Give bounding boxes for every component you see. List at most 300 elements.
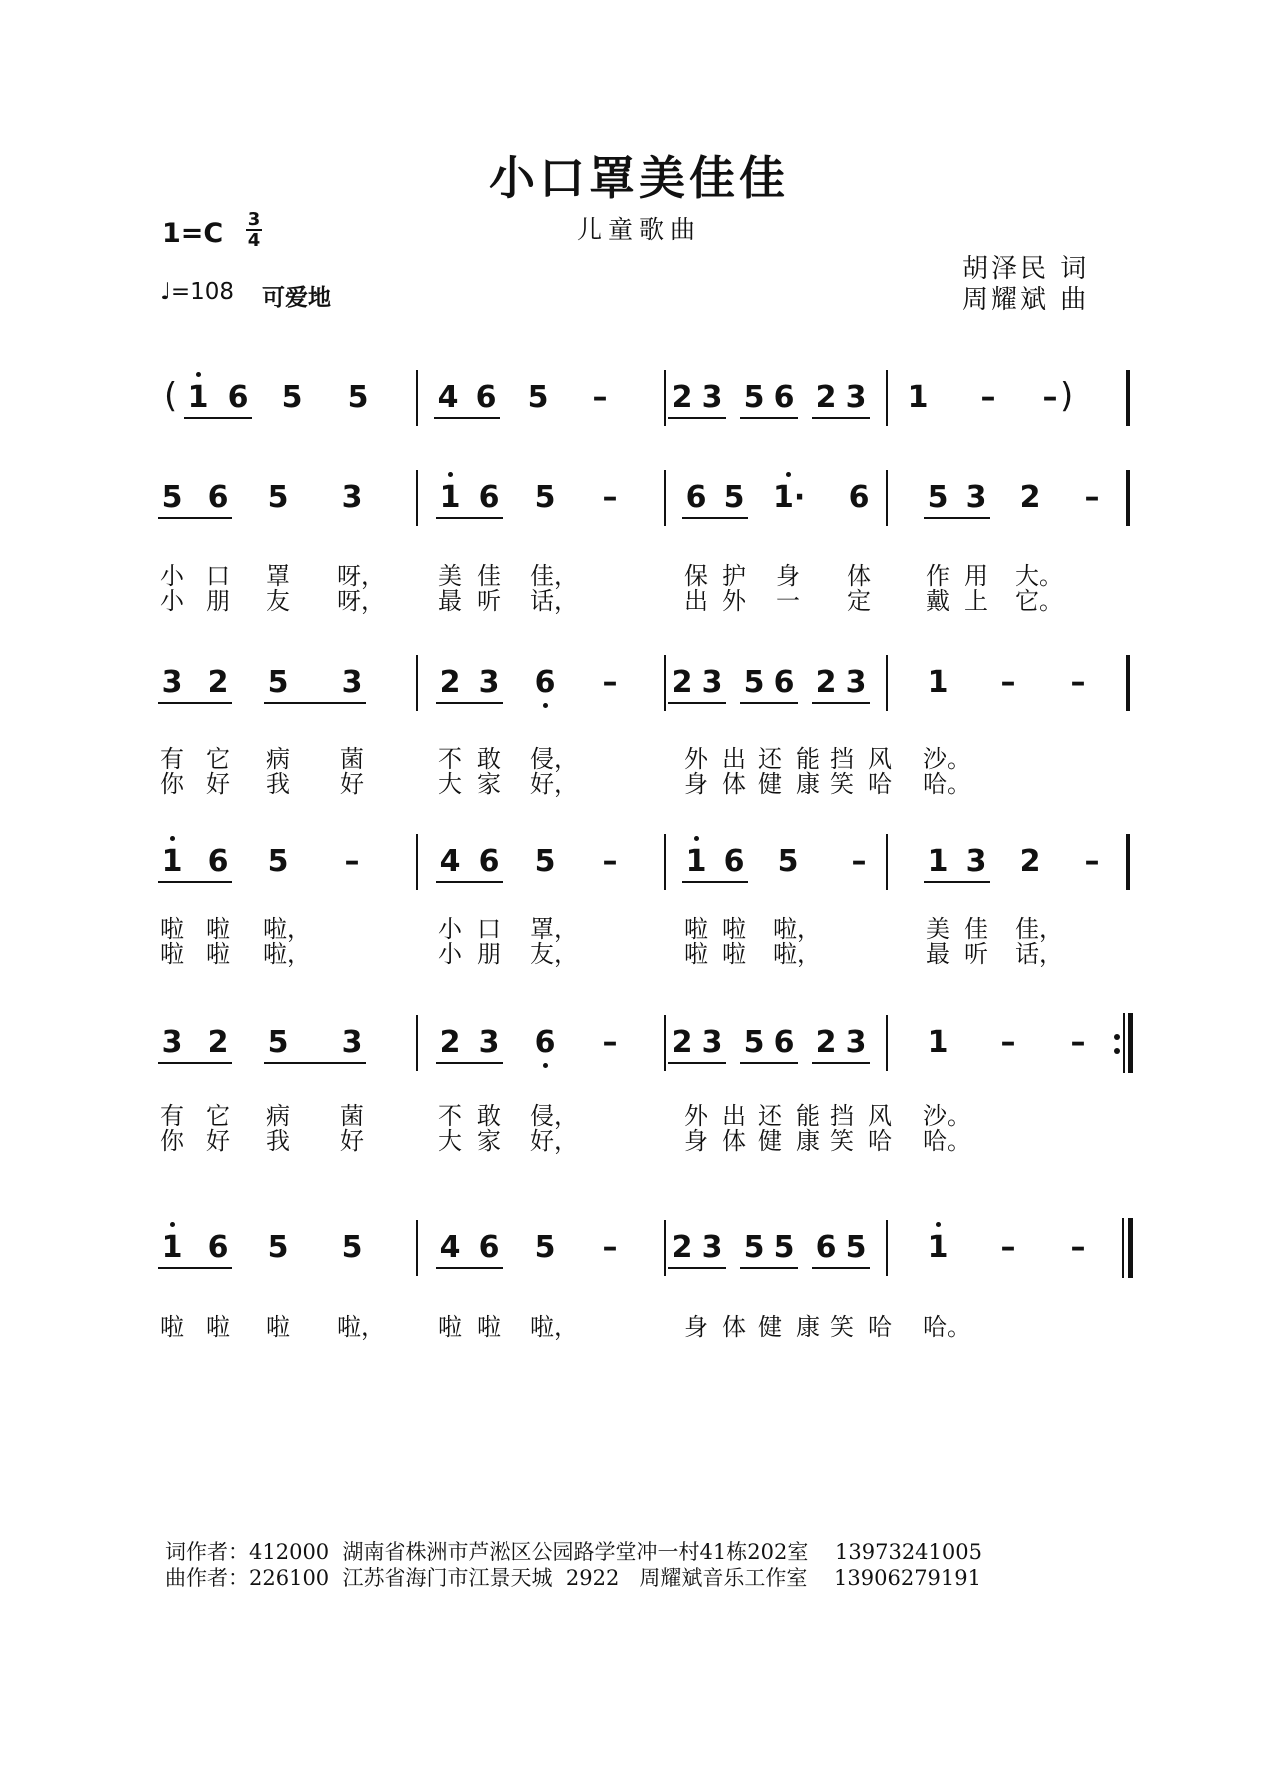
lyric-char: 健 <box>758 1127 782 1155</box>
barline <box>664 834 666 890</box>
barline <box>416 1220 418 1276</box>
dash-rest: – <box>602 480 618 515</box>
lyric-char: 哈。 <box>923 1313 971 1341</box>
lyric-char: 体 <box>722 1313 746 1341</box>
dash-rest: – <box>592 380 608 415</box>
lyric-char: 最 <box>438 587 462 615</box>
barline <box>886 470 888 526</box>
barline <box>1122 1218 1124 1278</box>
jianpu-note: 6 <box>478 844 500 879</box>
lyric-char: 啦， <box>773 915 821 943</box>
lyric-char: 好 <box>340 770 364 798</box>
barline <box>1128 470 1130 526</box>
lyric-char: 佳， <box>530 562 578 590</box>
beam-underline <box>740 417 798 419</box>
lyric-char: 大。 <box>1015 562 1063 590</box>
barline <box>1126 834 1128 890</box>
jianpu-note: 6 <box>207 1230 229 1265</box>
lyric-char: 病 <box>266 1102 290 1130</box>
lyric-char: 小 <box>438 915 462 943</box>
jianpu-note: 6 <box>848 480 870 515</box>
lyric-char: 啦 <box>684 940 708 968</box>
key-signature: 1=C <box>162 218 224 249</box>
lyric-char: 佳 <box>477 562 501 590</box>
beam-underline <box>812 417 870 419</box>
lyric-char: 话， <box>530 587 578 615</box>
dash-rest: – <box>851 844 867 879</box>
jianpu-note: 3 <box>965 844 987 879</box>
jianpu-note: 2 <box>671 1230 693 1265</box>
lyric-char: 作 <box>926 562 950 590</box>
jianpu-note: 1 <box>187 380 209 415</box>
repeat-dot <box>1114 1048 1120 1054</box>
open-paren: ( <box>164 376 178 416</box>
barline <box>1128 655 1130 711</box>
lyric-char: 哈。 <box>923 770 971 798</box>
lyric-char: 口 <box>206 562 230 590</box>
lyric-char: 呀， <box>337 562 385 590</box>
barline <box>1126 655 1128 711</box>
lyric-char: 哈 <box>868 1313 892 1341</box>
beam-underline <box>158 517 232 519</box>
lyric-char: 用 <box>964 562 988 590</box>
jianpu-note: 3 <box>701 380 723 415</box>
close-paren: ) <box>1060 376 1074 416</box>
footer-lyricist-address: 词作者：412000 湖南省株洲市芦淞区公园路学堂冲一村41栋202室 13973241005 <box>165 1540 982 1564</box>
lyric-char: 大 <box>438 770 462 798</box>
page-title: 小口罩美佳佳 <box>489 151 789 205</box>
barline <box>416 655 418 711</box>
jianpu-note: 1 <box>161 844 183 879</box>
jianpu-note: 3 <box>341 665 363 700</box>
beam-underline <box>158 1267 232 1269</box>
lyric-char: 上 <box>964 587 988 615</box>
jianpu-note: 5 <box>743 1025 765 1060</box>
footer-composer-address: 曲作者：226100 江苏省海门市江景天城 2922 周耀斌音乐工作室 13906279191 <box>165 1566 982 1590</box>
lyric-char: 最 <box>926 940 950 968</box>
lyric-char: 话， <box>1015 940 1063 968</box>
lyric-char: 护 <box>722 562 746 590</box>
dash-rest: – <box>1000 1025 1016 1060</box>
lyric-char: 罩 <box>266 562 290 590</box>
jianpu-note: 2 <box>815 1025 837 1060</box>
lyric-char: 病 <box>266 745 290 773</box>
meter-top: 3 <box>247 209 261 230</box>
jianpu-note: 5 <box>743 1230 765 1265</box>
composer-credit: 周耀斌 曲 <box>962 285 1090 315</box>
jianpu-note: 2 <box>1019 480 1041 515</box>
beam-underline <box>740 1267 798 1269</box>
lyric-char: 好 <box>340 1127 364 1155</box>
lyric-char: 啦 <box>722 940 746 968</box>
lyric-char: 好， <box>530 770 578 798</box>
barline <box>416 370 418 426</box>
beam-underline <box>924 881 990 883</box>
beam-underline <box>740 1062 798 1064</box>
lyric-char: 啦 <box>160 915 184 943</box>
lyric-char: 它 <box>206 1102 230 1130</box>
beam-underline <box>436 1062 503 1064</box>
barline <box>1126 470 1128 526</box>
lyric-char: 笑 <box>830 1127 854 1155</box>
jianpu-note: 5 <box>267 1025 289 1060</box>
beam-underline <box>436 517 503 519</box>
lyric-char: 出 <box>722 745 746 773</box>
jianpu-note: 5 <box>723 480 745 515</box>
jianpu-note: 3 <box>965 480 987 515</box>
song-subtitle: 儿童歌曲 <box>577 215 702 244</box>
jianpu-note: 5 <box>161 480 183 515</box>
lyric-char: 体 <box>847 562 871 590</box>
beam-underline <box>682 517 748 519</box>
lyric-char: 你 <box>160 1127 184 1155</box>
lyric-char: 侵， <box>530 745 578 773</box>
jianpu-note: 6 <box>478 480 500 515</box>
jianpu-note: 6 <box>207 480 229 515</box>
lyric-char: 啦 <box>160 1313 184 1341</box>
barline <box>886 1220 888 1276</box>
lyric-char: 菌 <box>340 745 364 773</box>
lyric-char: 出 <box>722 1102 746 1130</box>
jianpu-note: 2 <box>207 665 229 700</box>
jianpu-note: 5 <box>267 665 289 700</box>
octave-high-dot <box>936 1222 941 1227</box>
barline <box>1128 834 1130 890</box>
lyric-char: 不 <box>438 1102 462 1130</box>
jianpu-note: 3 <box>478 1025 500 1060</box>
jianpu-note: 6 <box>207 844 229 879</box>
lyric-char: 美 <box>438 562 462 590</box>
jianpu-note: 5 <box>743 380 765 415</box>
lyric-char: 朋 <box>477 940 501 968</box>
lyric-char: 啦， <box>263 940 311 968</box>
lyric-char: 啦 <box>266 1313 290 1341</box>
barline <box>416 470 418 526</box>
barline <box>664 655 666 711</box>
dash-rest: – <box>1084 480 1100 515</box>
dash-rest: – <box>1070 1025 1086 1060</box>
lyric-char: 出 <box>684 587 708 615</box>
jianpu-note: 6 <box>227 380 249 415</box>
jianpu-note: 3 <box>161 1025 183 1060</box>
jianpu-note: 2 <box>671 380 693 415</box>
beam-underline <box>924 517 990 519</box>
lyric-char: 啦， <box>530 1313 578 1341</box>
lyric-char: 体 <box>722 1127 746 1155</box>
jianpu-note: 5 <box>534 1230 556 1265</box>
beam-underline <box>740 702 798 704</box>
beam-underline <box>668 417 726 419</box>
lyric-char: 友 <box>266 587 290 615</box>
jianpu-note: 1 <box>439 480 461 515</box>
lyric-char: 沙。 <box>923 745 971 773</box>
lyric-char: 不 <box>438 745 462 773</box>
lyric-char: 康 <box>796 1127 820 1155</box>
jianpu-note: 6 <box>773 380 795 415</box>
jianpu-note: 3 <box>845 665 867 700</box>
barline <box>1126 370 1128 426</box>
lyric-char: 听 <box>964 940 988 968</box>
lyric-char: 身 <box>684 1313 708 1341</box>
lyric-char: 友， <box>530 940 578 968</box>
lyric-char: 小 <box>160 587 184 615</box>
lyric-char: 身 <box>684 1127 708 1155</box>
jianpu-note: 5 <box>845 1230 867 1265</box>
lyric-char: 笑 <box>830 770 854 798</box>
lyric-char: 你 <box>160 770 184 798</box>
beam-underline <box>668 702 726 704</box>
lyric-char: 佳， <box>1015 915 1063 943</box>
repeat-dot <box>1114 1034 1120 1040</box>
lyric-char: 康 <box>796 770 820 798</box>
jianpu-note: 3 <box>341 480 363 515</box>
jianpu-note: 5 <box>267 1230 289 1265</box>
jianpu-note: 5 <box>534 844 556 879</box>
final-barline <box>1128 1013 1133 1073</box>
lyricist-credit: 胡泽民 词 <box>962 254 1090 284</box>
lyric-char: 身 <box>776 562 800 590</box>
jianpu-note: 1 <box>161 1230 183 1265</box>
barline <box>664 1015 666 1071</box>
barline <box>416 1015 418 1071</box>
octave-high-dot <box>448 472 453 477</box>
beam-underline <box>682 881 748 883</box>
lyric-char: 小 <box>160 562 184 590</box>
jianpu-note: 2 <box>439 1025 461 1060</box>
lyric-char: 外 <box>684 745 708 773</box>
lyric-char: 啦， <box>337 1313 385 1341</box>
octave-low-dot <box>543 703 548 708</box>
jianpu-note: 6 <box>773 1025 795 1060</box>
jianpu-note: 3 <box>701 1230 723 1265</box>
beam-underline <box>264 1062 366 1064</box>
jianpu-note: 5 <box>534 480 556 515</box>
expression-mark: 可爱地 <box>262 285 331 311</box>
jianpu-note: 1 <box>927 1230 949 1265</box>
lyric-char: 朋 <box>206 587 230 615</box>
lyric-char: 哈 <box>868 1127 892 1155</box>
beam-underline <box>812 1267 870 1269</box>
lyric-char: 菌 <box>340 1102 364 1130</box>
jianpu-note: 6 <box>478 1230 500 1265</box>
lyric-char: 口 <box>477 915 501 943</box>
lyric-char: 定 <box>847 587 871 615</box>
dash-rest: – <box>602 665 618 700</box>
beam-underline <box>264 702 366 704</box>
beam-underline <box>668 1267 726 1269</box>
jianpu-note: 5 <box>773 1230 795 1265</box>
lyric-char: 我 <box>266 1127 290 1155</box>
jianpu-note: 1 <box>907 380 929 415</box>
barline <box>1128 370 1130 426</box>
octave-high-dot <box>170 1222 175 1227</box>
barline <box>886 1015 888 1071</box>
jianpu-note: 3 <box>845 380 867 415</box>
jianpu-note: 5 <box>267 844 289 879</box>
jianpu-note: 5 <box>281 380 303 415</box>
lyric-char: 哈 <box>868 770 892 798</box>
jianpu-note: 5 <box>341 1230 363 1265</box>
jianpu-note: 4 <box>437 380 459 415</box>
lyric-char: 沙。 <box>923 1102 971 1130</box>
meter-bottom: 4 <box>247 230 261 251</box>
beam-underline <box>436 1267 503 1269</box>
final-barline <box>1128 1218 1133 1278</box>
beam-underline <box>812 1062 870 1064</box>
dash-rest: – <box>1084 844 1100 879</box>
jianpu-note: 6 <box>475 380 497 415</box>
octave-high-dot <box>196 372 201 377</box>
lyric-char: 它 <box>206 745 230 773</box>
dash-rest: – <box>1042 380 1058 415</box>
jianpu-note: 4 <box>439 844 461 879</box>
beam-underline <box>436 702 503 704</box>
lyric-char: 一 <box>776 587 800 615</box>
jianpu-note: 2 <box>439 665 461 700</box>
lyric-char: 啦 <box>722 915 746 943</box>
dash-rest: – <box>602 1230 618 1265</box>
lyric-char: 风 <box>868 1102 892 1130</box>
lyric-char: 敢 <box>477 1102 501 1130</box>
dash-rest: – <box>1000 1230 1016 1265</box>
jianpu-note: 2 <box>207 1025 229 1060</box>
lyric-char: 侵， <box>530 1102 578 1130</box>
lyric-char: 好 <box>206 1127 230 1155</box>
lyric-char: 它。 <box>1015 587 1063 615</box>
beam-underline <box>158 881 232 883</box>
lyric-char: 好， <box>530 1127 578 1155</box>
lyric-char: 佳 <box>964 915 988 943</box>
barline <box>886 834 888 890</box>
jianpu-note: 4 <box>439 1230 461 1265</box>
jianpu-note: 6 <box>534 665 556 700</box>
lyric-char: 健 <box>758 1313 782 1341</box>
lyric-char: 家 <box>477 1127 501 1155</box>
lyric-char: 小 <box>438 940 462 968</box>
barline <box>664 1220 666 1276</box>
dash-rest: – <box>1000 665 1016 700</box>
lyric-char: 健 <box>758 770 782 798</box>
lyric-char: 呀， <box>337 587 385 615</box>
lyric-char: 体 <box>722 770 746 798</box>
beam-underline <box>158 702 232 704</box>
jianpu-note: 3 <box>161 665 183 700</box>
lyric-char: 能 <box>796 745 820 773</box>
barline <box>1123 1013 1125 1073</box>
octave-high-dot <box>694 836 699 841</box>
jianpu-note: 5 <box>777 844 799 879</box>
tempo-mark: ♩=108 <box>160 279 235 305</box>
jianpu-note: 1 <box>927 844 949 879</box>
lyric-char: 啦 <box>206 1313 230 1341</box>
jianpu-note: 2 <box>671 665 693 700</box>
jianpu-note: 3 <box>478 665 500 700</box>
lyric-char: 啦 <box>684 915 708 943</box>
lyric-char: 外 <box>722 587 746 615</box>
lyric-char: 挡 <box>830 745 854 773</box>
lyric-char: 哈。 <box>923 1127 971 1155</box>
beam-underline <box>158 1062 232 1064</box>
lyric-char: 康 <box>796 1313 820 1341</box>
beam-underline <box>436 881 503 883</box>
lyric-char: 家 <box>477 770 501 798</box>
time-signature <box>244 210 264 250</box>
beam-underline <box>184 417 252 419</box>
lyric-char: 还 <box>758 745 782 773</box>
jianpu-note: 1 <box>927 665 949 700</box>
barline <box>416 834 418 890</box>
jianpu-note: 3 <box>701 1025 723 1060</box>
jianpu-note: 6 <box>773 665 795 700</box>
lyric-char: 风 <box>868 745 892 773</box>
lyric-char: 啦 <box>160 940 184 968</box>
dash-rest: – <box>1070 665 1086 700</box>
lyric-char: 好 <box>206 770 230 798</box>
lyric-char: 罩， <box>530 915 578 943</box>
jianpu-note: 2 <box>671 1025 693 1060</box>
jianpu-note: 6 <box>534 1025 556 1060</box>
lyric-char: 啦 <box>438 1313 462 1341</box>
jianpu-note: 3 <box>701 665 723 700</box>
beam-underline <box>668 1062 726 1064</box>
lyric-char: 有 <box>160 1102 184 1130</box>
lyric-char: 有 <box>160 745 184 773</box>
jianpu-note: 5 <box>927 480 949 515</box>
octave-high-dot <box>786 472 791 477</box>
jianpu-note: 2 <box>815 665 837 700</box>
jianpu-note: 3 <box>845 1025 867 1060</box>
dash-rest: – <box>1070 1230 1086 1265</box>
lyric-char: 戴 <box>926 587 950 615</box>
jianpu-note: 5 <box>527 380 549 415</box>
dash-rest: – <box>602 844 618 879</box>
lyric-char: 保 <box>684 562 708 590</box>
barline <box>886 655 888 711</box>
lyric-char: 啦， <box>263 915 311 943</box>
lyric-char: 啦 <box>206 915 230 943</box>
jianpu-note: 1 <box>927 1025 949 1060</box>
jianpu-note: 5 <box>347 380 369 415</box>
lyric-char: 能 <box>796 1102 820 1130</box>
octave-low-dot <box>543 1063 548 1068</box>
jianpu-note: 3 <box>341 1025 363 1060</box>
lyric-char: 啦 <box>206 940 230 968</box>
lyric-char: 外 <box>684 1102 708 1130</box>
jianpu-note: 6 <box>685 480 707 515</box>
barline <box>664 470 666 526</box>
jianpu-note: 1 <box>685 844 707 879</box>
beam-underline <box>812 702 870 704</box>
jianpu-note: 6 <box>723 844 745 879</box>
jianpu-note: 1· <box>773 480 806 515</box>
beam-underline <box>434 417 500 419</box>
barline <box>886 370 888 426</box>
jianpu-note: 2 <box>1019 844 1041 879</box>
dash-rest: – <box>344 844 360 879</box>
lyric-char: 大 <box>438 1127 462 1155</box>
lyric-char: 啦， <box>773 940 821 968</box>
octave-high-dot <box>170 836 175 841</box>
lyric-char: 听 <box>477 587 501 615</box>
lyric-char: 还 <box>758 1102 782 1130</box>
lyric-char: 我 <box>266 770 290 798</box>
lyric-char: 美 <box>926 915 950 943</box>
jianpu-note: 6 <box>815 1230 837 1265</box>
jianpu-note: 2 <box>815 380 837 415</box>
lyric-char: 笑 <box>830 1313 854 1341</box>
lyric-char: 身 <box>684 770 708 798</box>
jianpu-note: 5 <box>267 480 289 515</box>
